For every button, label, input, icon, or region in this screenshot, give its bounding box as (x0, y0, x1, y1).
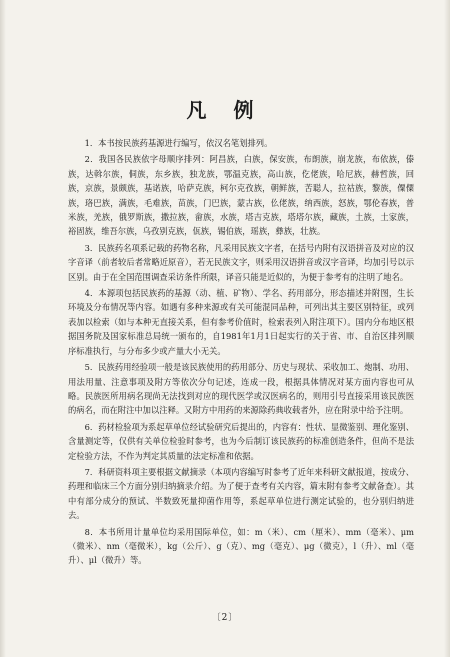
paragraph-6: 6．药材检验项为系起草单位经试验研究后提出的，内容有：性状、显微鉴别、理化鉴别、含量测定等，仅供有关单位检验时参考，也为今后制订该民族药的标准创造条件，但尚不是法定检验方法，不作为判定其质量的法定标准和依据。 (68, 421, 414, 461)
paragraph-8: 8．本书所用计量单位均采用国际单位，如：m（米）、cm（厘米）、mm（毫米）、μm（微米）、nm（毫微米），kg（公斤）、g（克）、mg（毫克）、μg（微克），l（升）、ml（毫升）、μl（微升）等。 (68, 526, 414, 566)
page-number: 〔2〕 (211, 613, 239, 623)
paragraph-1: 1．本书按民族药基源进行编写，依汉名笔划排列。 (84, 138, 273, 148)
paragraph-3: 3．民族药名项系记载的药物名称，凡采用民族文字者，在括号内附有汉语拼音及对应的汉字音译（前者较后者常略近原音），若无民族文字，则采用汉语拼音或汉字音译，均加引号以示区别。由于在全国范围调查采访条件所限，译音只能是近似的，为便于参考有的注明了地名。 (68, 242, 414, 282)
paragraph-2: 2．我国各民族依字母顺序排列：阿昌族，白族，保安族，布朗族，崩龙族，布依族，傣族，达斡尔族，侗族，东乡族，独龙族，鄂温克族，高山族，仡佬族，哈尼族，赫哲族，回族，京族，景颇族，基诺族，哈萨克族，柯尔克孜族，朝鲜族，苦聪人，拉祜族，黎族，僳僳族，珞巴族，满族，毛难族，苗族，门巴族，蒙古族，仫佬族，纳西族，怒族，鄂伦春族，普米族，羌族，俄罗斯族，撒拉族，畲族，水族，塔吉克族，塔塔尔族，藏族，土族，土家族，裕固族，维吾尔族，乌孜别克族，佤族，锡伯族，瑶族，彝族，壮族。 (68, 154, 414, 237)
paragraph-7: 7．科研资料项主要根据文献摘录（本项内容编写时参考了近年来科研文献报道，按成分、药理和临床三个方面分别归纳摘录介绍。为了便于查考有关内容，篇末附有参考文献备查）。其中有部分成分的预试、半数致死量抑菌作用等，系起草单位进行测定试验的，也分别归纳进去。 (68, 466, 414, 521)
page-title: 凡 例 (186, 98, 264, 122)
paragraph-4: 4．本源项包括民族药的基源（动、植、矿物）、学名、药用部分，形态描述并附图，生长环境及分布情况等内容。如遇有多种来源或有关可能混同品种，可列出其主要区别特征，或列表加以检索（如与本种无直接关系，但有参考价值时，检索表列入附注项下）。国内分布地区根据国务院及国家标准总局统一颁布的，自1981年1月1日起实行的关于省、市、自治区排列顺序标准执行，与分布多少或产量大小无关。 (68, 288, 414, 356)
paragraph-5: 5．民族药用经验项一般是该民族使用的药用部分、历史与现状、采收加工、炮制、功用、用法用量、注意事项及附方等依次分句记述，连成一段，根据具体情况对某方面内容也可从略。民族医所用病名现尚无法找到对应的现代医学或汉医病名的，则用引号直接采用该民族医的病名，而在附注中加以注释。又附方中用药的来源除药典收载者外，应在附录中给予注明。 (68, 362, 414, 416)
body-text (68, 136, 414, 568)
